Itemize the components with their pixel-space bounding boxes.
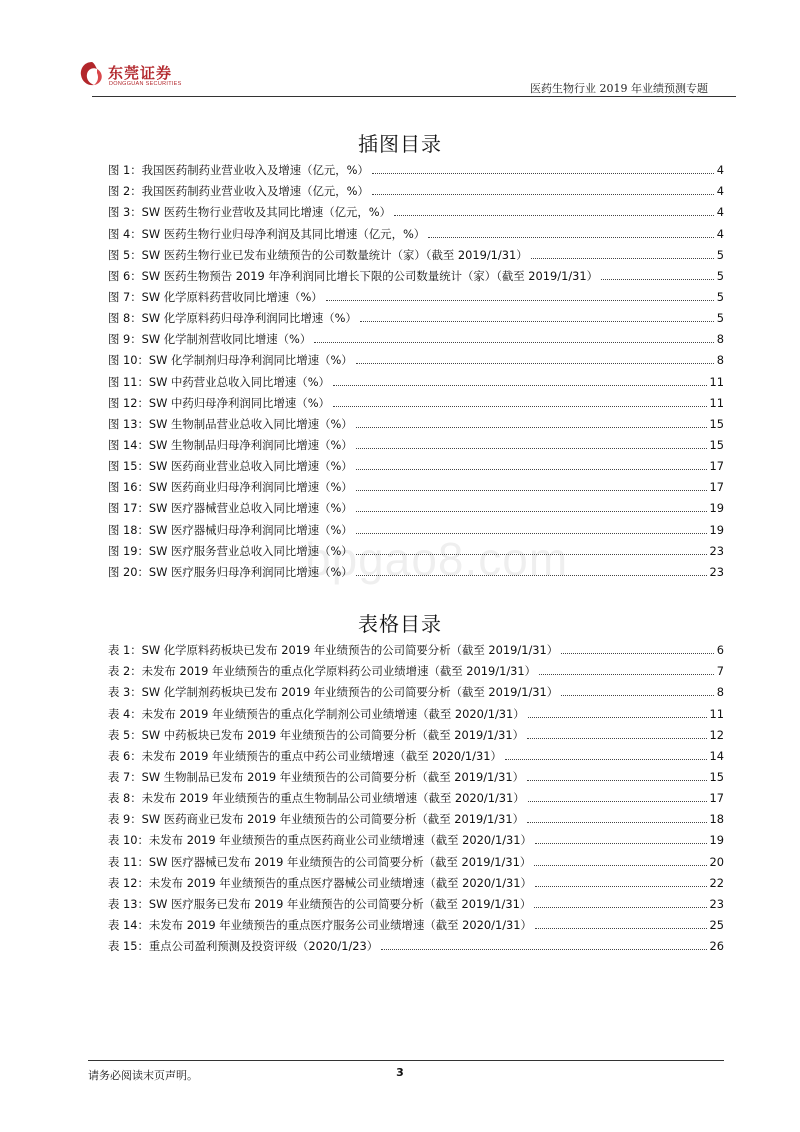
toc-dot-leader <box>356 427 707 428</box>
table-toc-entry[interactable] <box>108 784 724 805</box>
toc-entry-label: 图 6：SW 医药生物预告 2019 年净利润同比增长下限的公司数量统计（家）（截至 2019/1/31） <box>108 268 599 283</box>
toc-entry-label: 表 10：未发布 2019 年业绩预告的重点医药商业公司业绩增速（截至 2020/1/31） <box>108 833 532 848</box>
toc-page-number: 5 <box>716 247 724 262</box>
toc-dot-leader <box>601 279 714 280</box>
toc-page-number: 6 <box>716 643 724 658</box>
toc-entry-label: 图 1：我国医药制药业营业收入及增速（亿元，%） <box>108 163 369 178</box>
toc-dot-leader <box>534 907 706 908</box>
figure-toc-entry[interactable] <box>108 494 724 515</box>
toc-entry-label: 图 7：SW 化学原料药营收同比增速（%） <box>108 289 323 304</box>
figure-toc-entry[interactable] <box>108 325 724 346</box>
toc-page-number: 25 <box>709 917 724 932</box>
footer-divider <box>88 1060 724 1061</box>
toc-dot-leader <box>381 949 706 950</box>
figure-toc-entry[interactable] <box>108 241 724 262</box>
brand-name-en: DONGGUAN SECURITIES <box>109 81 182 87</box>
table-toc-entry[interactable] <box>108 847 724 868</box>
table-toc-entry[interactable] <box>108 678 724 699</box>
toc-dot-leader <box>528 801 707 802</box>
toc-dot-leader <box>531 258 714 259</box>
toc-page-number: 15 <box>709 437 724 452</box>
figure-toc-entry[interactable] <box>108 177 724 198</box>
toc-entry-label: 表 8：未发布 2019 年业绩预告的重点生物制品公司业绩增速（截至 2020/1/31） <box>108 791 525 806</box>
figure-toc-entry[interactable] <box>108 198 724 219</box>
toc-page-number: 8 <box>716 332 724 347</box>
figure-toc-entry[interactable] <box>108 367 724 388</box>
toc-entry-label: 表 3：SW 化学制剂药板块已发布 2019 年业绩预告的公司简要分析（截至 2019/1/31） <box>108 685 559 700</box>
toc-entry-label: 图 4：SW 医药生物行业归母净利润及其同比增速（亿元，%） <box>108 226 426 241</box>
toc-page-number: 5 <box>716 311 724 326</box>
toc-page-number: 4 <box>716 184 724 199</box>
toc-entry-label: 图 3：SW 医药生物行业营收及其同比增速（亿元，%） <box>108 205 392 220</box>
toc-entry-label: 图 20：SW 医疗服务归母净利润同比增速（%） <box>108 564 353 579</box>
watermark: bpgao8.com <box>305 533 569 585</box>
toc-entry-label: 表 9：SW 医药商业已发布 2019 年业绩预告的公司简要分析（截至 2019/1/31） <box>108 812 525 827</box>
toc-entry-label: 图 8：SW 化学原料药归母净利润同比增速（%） <box>108 311 357 326</box>
toc-entry-label: 表 2：未发布 2019 年业绩预告的重点化学原料药公司业绩增速（截至 2019/1/31） <box>108 664 537 679</box>
toc-dot-leader <box>539 674 714 675</box>
table-toc-entry[interactable] <box>108 826 724 847</box>
toc-page-number: 4 <box>716 163 724 178</box>
toc-page-number: 23 <box>709 564 724 579</box>
toc-dot-leader <box>333 406 707 407</box>
table-toc-entry[interactable] <box>108 742 724 763</box>
table-toc-entry[interactable] <box>108 805 724 826</box>
figure-toc-entry[interactable] <box>108 389 724 410</box>
toc-page-number: 12 <box>709 727 724 742</box>
toc-entry-label: 表 11：SW 医疗器械已发布 2019 年业绩预告的公司简要分析（截至 2019/1/31） <box>108 854 532 869</box>
toc-page-number: 15 <box>709 416 724 431</box>
report-title: 医药生物行业 2019 年业绩预测专题 <box>530 82 708 95</box>
toc-page-number: 20 <box>709 854 724 869</box>
table-toc-entry[interactable] <box>108 763 724 784</box>
figure-toc-entry[interactable] <box>108 410 724 431</box>
figure-toc-entry[interactable] <box>108 452 724 473</box>
table-toc-entry[interactable] <box>108 869 724 890</box>
toc-entry-label: 图 5：SW 医药生物行业已发布业绩预告的公司数量统计（家）（截至 2019/1/31） <box>108 247 528 262</box>
toc-page-number: 17 <box>709 791 724 806</box>
toc-entry-label: 表 4：未发布 2019 年业绩预告的重点化学制剂公司业绩增速（截至 2020/1/31） <box>108 706 525 721</box>
toc-entry-label: 图 16：SW 医药商业归母净利润同比增速（%） <box>108 480 353 495</box>
toc-entry-label: 图 19：SW 医疗服务营业总收入同比增速（%） <box>108 543 353 558</box>
figure-toc-entry[interactable] <box>108 283 724 304</box>
toc-entry-label: 表 7：SW 生物制品已发布 2019 年业绩预告的公司简要分析（截至 2019/1/31） <box>108 769 525 784</box>
figure-toc-entry[interactable] <box>108 304 724 325</box>
toc-page-number: 19 <box>709 522 724 537</box>
toc-entry-label: 图 15：SW 医药商业营业总收入同比增速（%） <box>108 459 353 474</box>
toc-dot-leader <box>535 843 707 844</box>
tables-toc-list <box>108 636 724 953</box>
toc-page-number: 11 <box>709 706 724 721</box>
toc-dot-leader <box>394 215 714 216</box>
toc-dot-leader <box>333 385 707 386</box>
figure-toc-entry[interactable] <box>108 262 724 283</box>
figure-toc-entry[interactable] <box>108 473 724 494</box>
toc-page-number: 11 <box>709 395 724 410</box>
toc-dot-leader <box>535 928 707 929</box>
toc-dot-leader <box>535 886 707 887</box>
tables-toc-title: 表格目录 <box>358 612 442 636</box>
toc-entry-label: 图 11：SW 中药营业总收入同比增速（%） <box>108 374 330 389</box>
toc-dot-leader <box>527 738 706 739</box>
page-header <box>0 0 800 100</box>
toc-dot-leader <box>372 173 714 174</box>
toc-entry-label: 图 13：SW 生物制品营业总收入同比增速（%） <box>108 416 353 431</box>
toc-dot-leader <box>326 300 714 301</box>
toc-page-number: 8 <box>716 353 724 368</box>
toc-dot-leader <box>561 695 714 696</box>
toc-entry-label: 图 12：SW 中药归母净利润同比增速（%） <box>108 395 330 410</box>
table-toc-entry[interactable] <box>108 636 724 657</box>
toc-dot-leader <box>527 822 706 823</box>
toc-page-number: 4 <box>716 226 724 241</box>
toc-entry-label: 表 5：SW 中药板块已发布 2019 年业绩预告的公司简要分析（截至 2019/1/31） <box>108 727 525 742</box>
toc-entry-label: 图 14：SW 生物制品归母净利润同比增速（%） <box>108 437 353 452</box>
figure-toc-entry[interactable] <box>108 219 724 240</box>
toc-page-number: 26 <box>709 939 724 954</box>
figures-toc-title: 插图目录 <box>358 132 442 156</box>
toc-dot-leader <box>314 342 713 343</box>
table-toc-entry[interactable] <box>108 932 724 953</box>
figures-toc-list <box>108 156 724 579</box>
toc-dot-leader <box>360 321 714 322</box>
brand-name: 东莞证券 <box>108 64 173 82</box>
toc-dot-leader <box>356 448 707 449</box>
toc-dot-leader <box>372 194 714 195</box>
toc-entry-label: 图 17：SW 医疗器械营业总收入同比增速（%） <box>108 501 353 516</box>
toc-page-number: 8 <box>716 685 724 700</box>
toc-entry-label: 图 18：SW 医疗器械归母净利润同比增速（%） <box>108 522 353 537</box>
toc-page-number: 19 <box>709 501 724 516</box>
toc-entry-label: 表 13：SW 医疗服务已发布 2019 年业绩预告的公司简要分析（截至 2019/1/31） <box>108 896 532 911</box>
table-toc-entry[interactable] <box>108 890 724 911</box>
toc-dot-leader <box>428 237 714 238</box>
table-toc-entry[interactable] <box>108 721 724 742</box>
toc-page-number: 15 <box>709 769 724 784</box>
toc-page-number: 19 <box>709 833 724 848</box>
page-number: 3 <box>396 1066 404 1079</box>
header-divider <box>92 96 736 97</box>
toc-entry-label: 图 10：SW 化学制剂归母净利润同比增速（%） <box>108 353 353 368</box>
toc-dot-leader <box>505 759 707 760</box>
toc-entry-label: 表 14：未发布 2019 年业绩预告的重点医疗服务公司业绩增速（截至 2020/1/31） <box>108 917 532 932</box>
toc-dot-leader <box>527 780 706 781</box>
toc-page-number: 17 <box>709 459 724 474</box>
company-logo <box>78 60 188 92</box>
toc-page-number: 22 <box>709 875 724 890</box>
toc-entry-label: 表 6：未发布 2019 年业绩预告的重点中药公司业绩增速（截至 2020/1/31） <box>108 748 502 763</box>
toc-page-number: 4 <box>716 205 724 220</box>
toc-dot-leader <box>356 490 707 491</box>
toc-page-number: 5 <box>716 289 724 304</box>
figure-toc-entry[interactable] <box>108 156 724 177</box>
toc-dot-leader <box>356 469 707 470</box>
disclaimer-note: 请务必阅读末页声明。 <box>88 1069 198 1082</box>
toc-page-number: 23 <box>709 543 724 558</box>
toc-entry-label: 图 2：我国医药制药业营业收入及增速（亿元，%） <box>108 184 369 199</box>
toc-page-number: 18 <box>709 812 724 827</box>
table-toc-entry[interactable] <box>108 657 724 678</box>
toc-page-number: 11 <box>709 374 724 389</box>
toc-entry-label: 表 15：重点公司盈利预测及投资评级（2020/1/23） <box>108 939 379 954</box>
toc-page-number: 7 <box>716 664 724 679</box>
toc-entry-label: 表 1：SW 化学原料药板块已发布 2019 年业绩预告的公司简要分析（截至 2019/1/31） <box>108 643 559 658</box>
toc-entry-label: 表 12：未发布 2019 年业绩预告的重点医疗器械公司业绩增速（截至 2020/1/31） <box>108 875 532 890</box>
figure-toc-entry[interactable] <box>108 346 724 367</box>
toc-dot-leader <box>528 717 707 718</box>
toc-dot-leader <box>356 363 714 364</box>
toc-dot-leader <box>534 865 706 866</box>
toc-page-number: 5 <box>716 268 724 283</box>
toc-page-number: 14 <box>709 748 724 763</box>
toc-dot-leader <box>561 653 714 654</box>
toc-entry-label: 图 9：SW 化学制剂营收同比增速（%） <box>108 332 312 347</box>
table-toc-entry[interactable] <box>108 699 724 720</box>
table-toc-entry[interactable] <box>108 911 724 932</box>
toc-dot-leader <box>356 511 707 512</box>
toc-page-number: 23 <box>709 896 724 911</box>
toc-page-number: 17 <box>709 480 724 495</box>
logo-mark-icon <box>78 60 106 88</box>
figure-toc-entry[interactable] <box>108 431 724 452</box>
